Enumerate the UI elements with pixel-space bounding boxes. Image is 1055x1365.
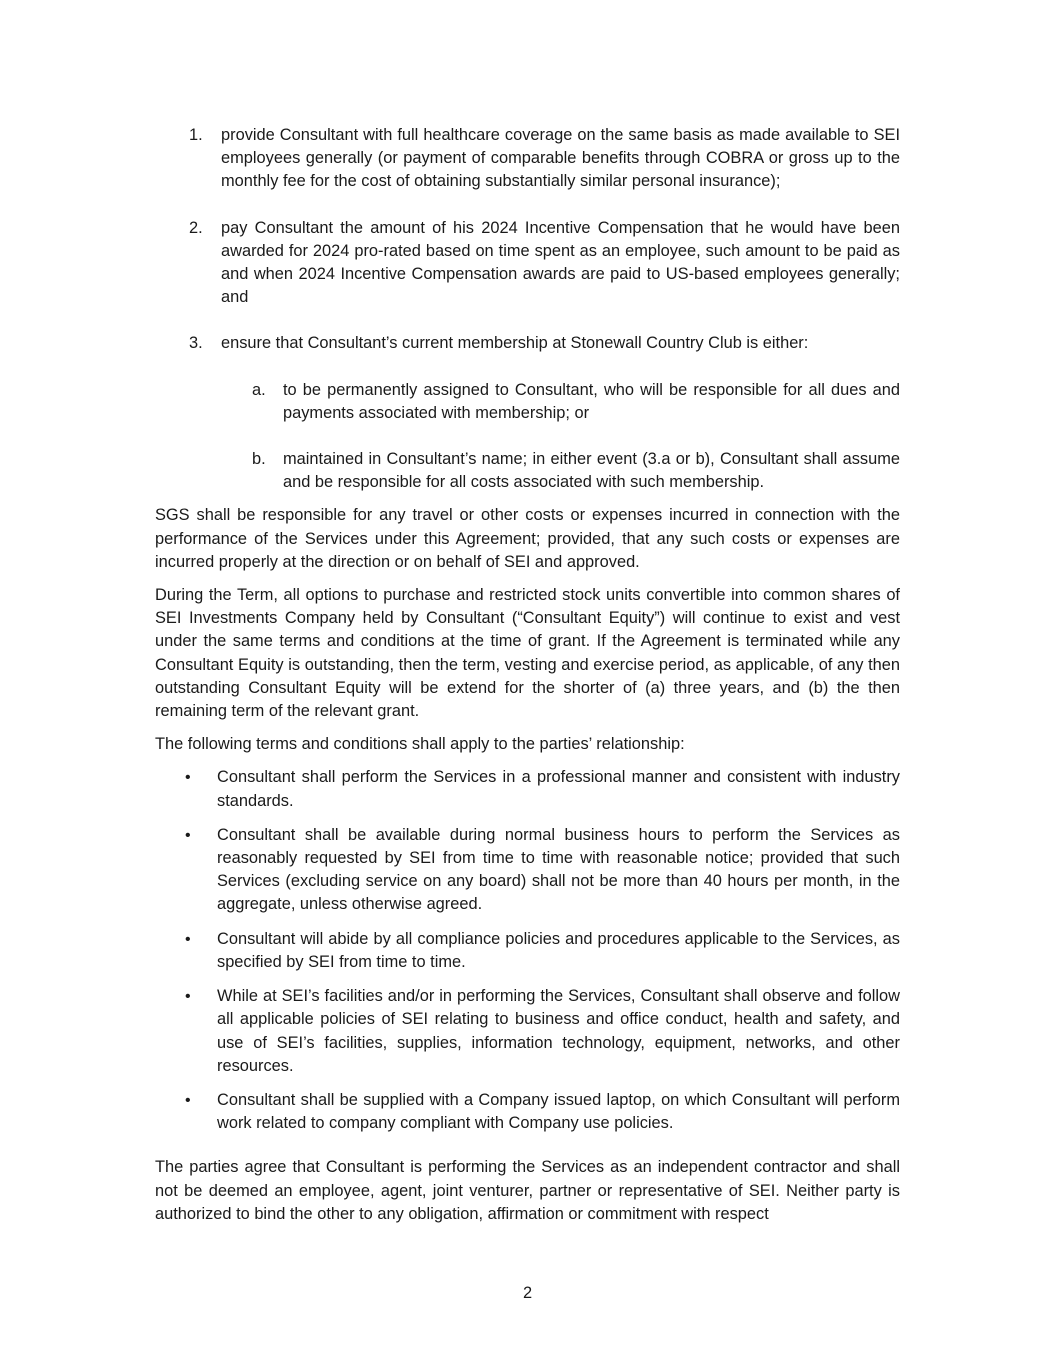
list-marker: 3. bbox=[189, 334, 203, 353]
bullet-marker: • bbox=[185, 988, 191, 1006]
bullet-text: Consultant shall perform the Services in a professional manner and consistent with industry standards. bbox=[217, 768, 900, 810]
bullet-marker: • bbox=[185, 769, 191, 787]
page-number: 2 bbox=[522, 1284, 533, 1302]
list-marker: a. bbox=[252, 380, 266, 399]
list-marker: 2. bbox=[189, 218, 203, 237]
paragraph-independent-contractor: The parties agree that Consultant is performing the Services as an independent contractor and shall not be deemed an employee, agent, joint venturer, partner or representative of SEI. Neither party is authorized to bind the other to any obligation, affirmation or commitment with respect bbox=[155, 1158, 900, 1223]
bullet-item-5 bbox=[155, 1089, 900, 1135]
sub-item-b bbox=[155, 448, 900, 494]
list-item-text: pay Consultant the amount of his 2024 Incentive Compensation that he would have been awarded for 2024 pro-rated based on time spent as an employee, such amount to be paid as and when 2024 Incentive Compensation awards are paid to US-based employees generally; and bbox=[221, 218, 900, 307]
list-item-text: to be permanently assigned to Consultant, who will be responsible for all dues and payments associated with membership; or bbox=[283, 380, 900, 422]
bullet-text: Consultant will abide by all compliance policies and procedures applicable to the Services, as specified by SEI from time to time. bbox=[217, 929, 900, 971]
list-marker: b. bbox=[252, 450, 266, 469]
bullet-text: While at SEI’s facilities and/or in performing the Services, Consultant shall observe and follow all applicable policies of SEI relating to business and office conduct, health and safety, and use of SEI’s facilities, supplies, information technology, equipment, networks, and other resources. bbox=[217, 987, 900, 1075]
numbered-item-2 bbox=[155, 217, 900, 310]
bullet-text: Consultant shall be available during normal business hours to perform the Services as reasonably requested by SEI from time to time with reasonable notice; provided that such Services (excluding service on any board) shall not be more than 40 hours per month, in the aggregate, unless otherwise agreed. bbox=[217, 825, 900, 914]
list-item-text: ensure that Consultant’s current membership at Stonewall Country Club is either: bbox=[221, 334, 809, 353]
sub-item-a bbox=[155, 379, 900, 425]
bullet-item-3 bbox=[155, 928, 900, 974]
numbered-item-3 bbox=[155, 332, 900, 355]
paragraph-costs: SGS shall be responsible for any travel or other costs or expenses incurred in connection with the performance of the Services under this Agreement; provided, that any such costs or expenses are incurred properly at the direction or on behalf of SEI and approved. bbox=[155, 506, 900, 571]
list-item-text: maintained in Consultant’s name; in either event (3.a or b), Consultant shall assume and be responsible for all costs associated with such membership. bbox=[283, 450, 900, 492]
bullet-text: Consultant shall be supplied with a Company issued laptop, on which Consultant will perform work related to company compliant with Company use policies. bbox=[217, 1090, 900, 1133]
bullet-marker: • bbox=[185, 1091, 191, 1109]
paragraph-terms-intro: The following terms and conditions shall apply to the parties’ relationship: bbox=[155, 735, 685, 754]
bullet-marker: • bbox=[185, 930, 191, 948]
list-item-text: provide Consultant with full healthcare coverage on the same basis as made available to SEI employees generally (or payment of comparable benefits through COBRA or gross up to the monthly fee for the cost of obtaining substantially similar personal insurance); bbox=[221, 126, 900, 191]
paragraph-equity: During the Term, all options to purchase and restricted stock units convertible into common shares of SEI Investments Company held by Consultant (“Consultant Equity”) will continue to exist and vest under the same terms and conditions at the time of grant. If the Agreement is terminated while any Consultant Equity is outstanding, then the term, vesting and exercise period, as applicable, of any then outstanding Consultant Equity will be extend for the shorter of (a) three years, and (b) the then remaining term of the relevant grant. bbox=[155, 586, 900, 721]
numbered-item-1 bbox=[155, 124, 900, 194]
bullet-item-4 bbox=[155, 985, 900, 1078]
bullet-item-1 bbox=[155, 766, 900, 812]
list-marker: 1. bbox=[189, 126, 203, 144]
document-body bbox=[155, 124, 900, 1226]
bullet-item-2 bbox=[155, 824, 900, 917]
bullet-marker: • bbox=[185, 826, 191, 844]
